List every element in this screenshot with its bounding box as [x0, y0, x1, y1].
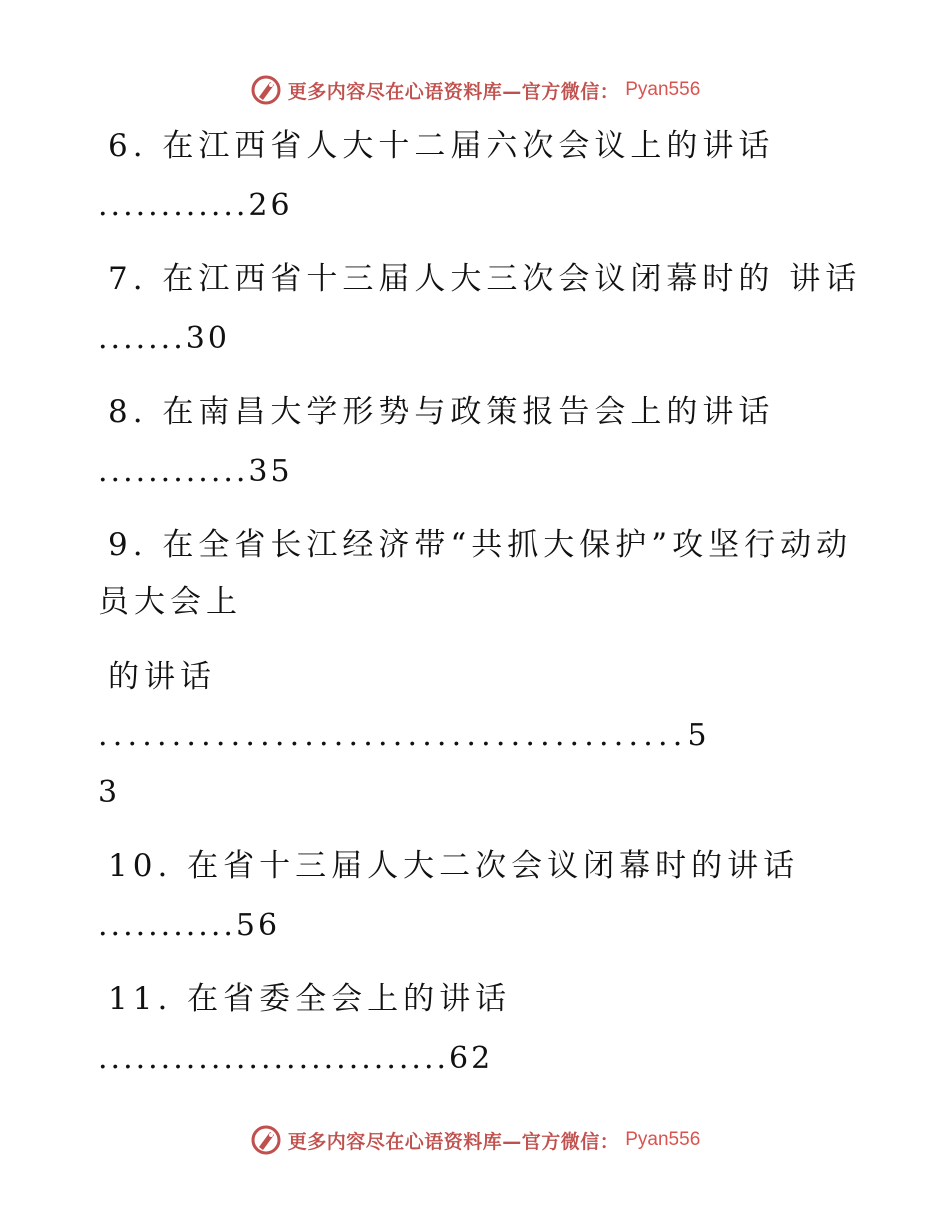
header-banner — [0, 70, 950, 110]
banner-wechat-handle: Pyan556 — [625, 79, 701, 100]
toc-entry-9-title: 9. 在全省长江经济带“共抓大保护”攻坚行动动 — [108, 527, 853, 563]
toc-entry-6-dots: ............26 — [98, 188, 293, 223]
banner-text — [288, 77, 620, 104]
toc-entry-7-title: 7. 在江西省十三届人大三次会议闭幕时的 讲话 — [108, 261, 862, 297]
toc-entry-10-title: 10. 在省十三届人大二次会议闭幕时的讲话 — [108, 848, 800, 884]
footer-banner — [0, 1120, 950, 1160]
toc-entry-7-dots: .......30 — [98, 321, 230, 356]
toc-entry-10-dots: ...........56 — [98, 908, 281, 943]
banner-text — [288, 1127, 620, 1154]
banner-wechat-handle: Pyan556 — [625, 1129, 701, 1150]
pen-logo-icon — [250, 74, 282, 106]
pen-logo-icon — [250, 1124, 282, 1156]
banner-wechat-label: —官方微信： — [502, 80, 620, 103]
toc-entry-9-title-cont: 员大会上 — [98, 584, 242, 620]
banner-site-name: 更多内容尽在心语资料库 — [287, 1130, 503, 1153]
banner-site-name: 更多内容尽在心语资料库 — [287, 80, 503, 103]
toc-entry-11-title: 11. 在省委全会上的讲话 — [108, 981, 512, 1017]
toc-entry-9-page-cont: 3 — [98, 775, 121, 810]
toc-entry-8-dots: ............35 — [98, 454, 293, 489]
toc-entry-6-title: 6. 在江西省人大十二届六次会议上的讲话 — [108, 128, 775, 164]
toc-entry-8-title: 8. 在南昌大学形势与政策报告会上的讲话 — [108, 394, 775, 430]
banner-wechat-label: —官方微信： — [502, 1130, 620, 1153]
toc-entry-11-dots: ............................62 — [98, 1041, 494, 1076]
toc-entry-9-dots: ........................................5 — [98, 718, 712, 753]
toc-entry-9-title-end: 的讲话 — [108, 659, 216, 695]
